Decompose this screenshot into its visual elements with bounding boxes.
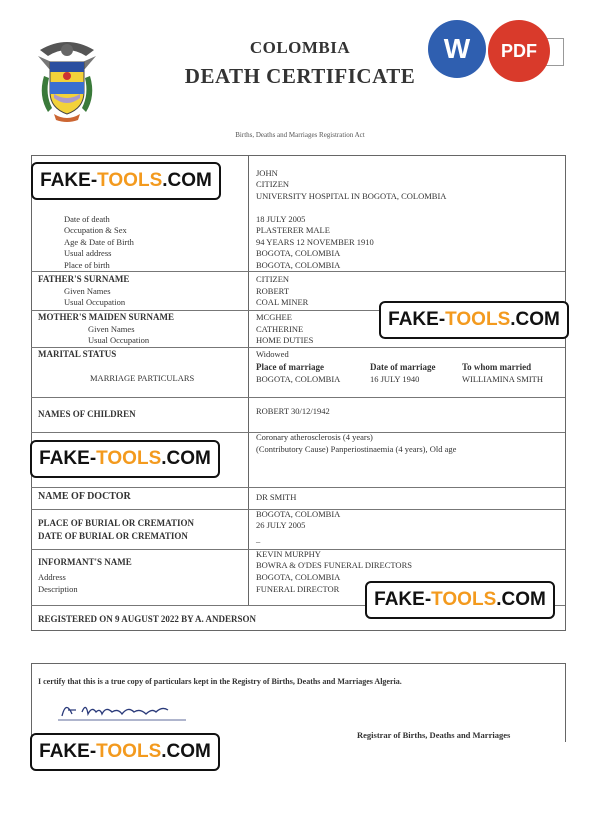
registrar-title: Registrar of Births, Deaths and Marriages <box>357 730 511 740</box>
usual-address: BOGOTA, COLOMBIA <box>256 248 341 258</box>
deceased-surname: CITIZEN <box>256 179 290 189</box>
informant-label: INFORMANT'S NAME <box>38 557 132 567</box>
place-of-death: UNIVERSITY HOSPITAL IN BOGOTA, COLOMBIA <box>256 191 447 201</box>
registrar-signature-icon <box>56 696 191 722</box>
country-title: COLOMBIA <box>249 38 351 57</box>
pdf-download-button[interactable]: PDF <box>488 20 550 82</box>
father-occupation-label: Usual Occupation <box>64 297 126 307</box>
watermark-badge: FAKE-TOOLS.COM <box>31 162 221 200</box>
occupation-sex-label: Occupation & Sex <box>64 225 127 235</box>
father-surname-label: FATHER'S SURNAME <box>38 274 130 284</box>
place-of-marriage: BOGOTA, COLOMBIA <box>256 374 341 384</box>
date-of-marriage: 16 JULY 1940 <box>370 374 420 384</box>
row-divider <box>31 487 565 488</box>
mother-surname-label: MOTHER'S MAIDEN SURNAME <box>38 312 175 322</box>
father-given-label: Given Names <box>64 286 111 296</box>
act-subtitle: Births, Deaths and Marriages Registration Act <box>235 131 365 139</box>
informant-company: BOWRA & O'DES FUNERAL DIRECTORS <box>256 560 412 570</box>
marital-status-label: MARITAL STATUS <box>38 349 117 359</box>
informant-address: BOGOTA, COLOMBIA <box>256 572 341 582</box>
watermark-badge: FAKE-TOOLS.COM <box>365 581 555 619</box>
father-given: ROBERT <box>256 286 290 296</box>
place-of-birth-label: Place of birth <box>64 260 110 270</box>
burial-place-label: PLACE OF BURIAL OR CREMATION <box>38 518 195 528</box>
cause-of-death-line2: (Contributory Cause) Panperiostinaemia (4 years), Old age <box>256 444 457 454</box>
mother-given: CATHERINE <box>256 324 304 334</box>
table-column-divider <box>248 155 249 605</box>
informant-address-label: Address <box>38 572 66 582</box>
date-of-death-label: Date of death <box>64 214 110 224</box>
place-of-birth: BOGOTA, COLOMBIA <box>256 260 341 270</box>
to-whom-married-header: To whom married <box>462 362 532 372</box>
row-divider <box>31 271 565 272</box>
watermark-badge: FAKE-TOOLS.COM <box>30 440 220 478</box>
mother-surname: MCGHEE <box>256 312 292 322</box>
row-divider <box>31 347 565 348</box>
children-names: ROBERT 30/12/1942 <box>256 406 330 416</box>
burial-date: 26 JULY 2005 <box>256 520 306 530</box>
marriage-particulars-label: MARRIAGE PARTICULARS <box>90 373 195 383</box>
informant-description-label: Description <box>38 584 78 594</box>
occupation-sex: PLASTERER MALE <box>256 225 330 235</box>
document-title: DEATH CERTIFICATE <box>184 64 416 88</box>
place-of-marriage-header: Place of marriage <box>256 362 324 372</box>
burial-date-label: DATE OF BURIAL OR CREMATION <box>38 531 188 541</box>
age-dob-label: Age & Date of Birth <box>64 237 134 247</box>
burial-dash: – <box>256 536 261 546</box>
doctor-label: NAME OF DOCTOR <box>38 491 131 502</box>
doctor-name: DR SMITH <box>256 492 297 502</box>
mother-given-label: Given Names <box>88 324 135 334</box>
children-label: NAMES OF CHILDREN <box>38 409 136 419</box>
row-divider <box>31 397 565 398</box>
cause-of-death-line1: Coronary atherosclerosis (4 years) <box>256 432 373 442</box>
to-whom-married: WILLIAMINA SMITH <box>462 374 543 384</box>
burial-place: BOGOTA, COLOMBIA <box>256 509 341 519</box>
father-occupation: COAL MINER <box>256 297 309 307</box>
age-dob: 94 YEARS 12 NOVEMBER 1910 <box>256 237 374 247</box>
informant-name: KEVIN MURPHY <box>256 549 321 559</box>
father-surname: CITIZEN <box>256 274 290 284</box>
informant-description: FUNERAL DIRECTOR <box>256 584 340 594</box>
mother-occupation: HOME DUTIES <box>256 335 314 345</box>
date-of-marriage-header: Date of marriage <box>370 362 436 372</box>
date-of-death: 18 JULY 2005 <box>256 214 306 224</box>
marital-status: Widowed <box>256 349 289 359</box>
watermark-badge: FAKE-TOOLS.COM <box>379 301 569 339</box>
certification-statement: I certify that this is a true copy of particulars kept in the Registry of Births, Deaths and Marriages Algeria. <box>38 677 402 686</box>
registered-line: REGISTERED ON 9 AUGUST 2022 BY A. ANDERSON <box>38 614 257 624</box>
usual-address-label: Usual address <box>64 248 112 258</box>
watermark-badge: FAKE-TOOLS.COM <box>30 733 220 771</box>
deceased-given-name: JOHN <box>256 168 278 178</box>
mother-occupation-label: Usual Occupation <box>88 335 150 345</box>
word-download-button[interactable]: W <box>428 20 486 78</box>
